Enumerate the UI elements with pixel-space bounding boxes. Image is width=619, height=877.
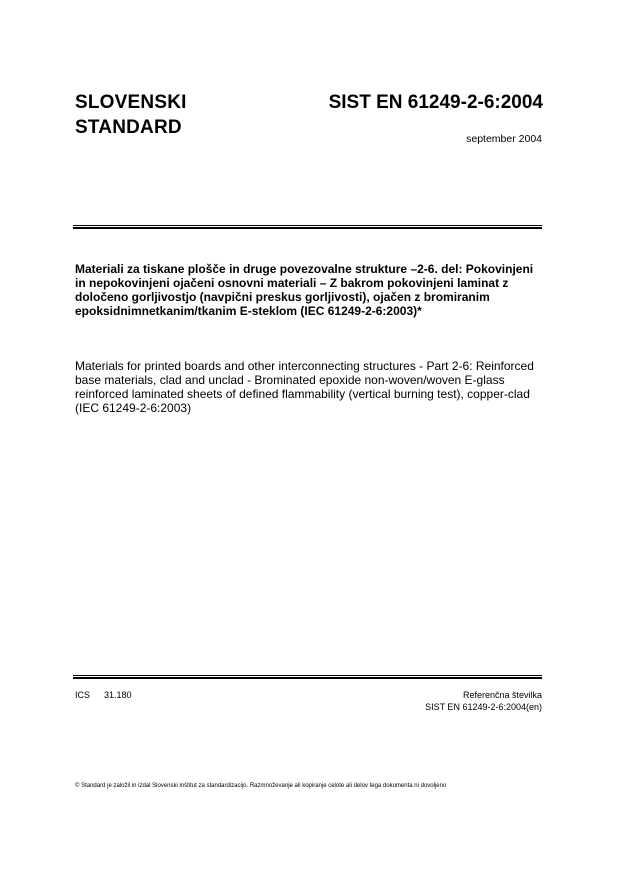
title-slovenian: Materiali za tiskane plošče in druge povezovalne strukture –2-6. del: Pokovinjeni in nepokovinjeni ojačeni osnovni materiali – Z bakrom pokovinjeni laminat z določeno gorljivostjo (navpični preskus gorljivosti), ojačen z bromiranim epoksidnimnetkanim/tkanim E-steklom (IEC 61249-2-6:2003)* (75, 262, 534, 318)
top-divider (73, 225, 542, 229)
standard-label-line2: STANDARD (75, 117, 182, 138)
publication-date: september 2004 (466, 133, 542, 145)
ics-value: 31.180 (104, 690, 132, 700)
reference-number (425, 689, 542, 713)
copyright-notice: © Standard je založil in izdal Slovenski inštitut za standardizacijo. Razmnoževanje ali kopiranje celote ali delov tega dokumenta ni dovoljeno (75, 783, 447, 789)
standard-label-line1: SLOVENSKI (75, 92, 187, 113)
standard-number: SIST EN 61249-2-6:2004 (328, 92, 543, 113)
ics-code (75, 689, 132, 701)
bottom-divider (73, 675, 542, 679)
standard-label (75, 90, 187, 140)
ics-label: ICS (75, 690, 91, 700)
reference-label: Referenčna številka (462, 690, 542, 700)
reference-value: SIST EN 61249-2-6:2004(en) (425, 702, 542, 712)
title-english: Materials for printed boards and other interconnecting structures - Part 2-6: Reinforced base materials, clad and unclad - Brominated epoxide non-woven/woven E-glass reinforced laminated sheets of defined flammability (vertical burning test), copper-clad (IEC 61249-2-6:2003) (75, 359, 534, 415)
